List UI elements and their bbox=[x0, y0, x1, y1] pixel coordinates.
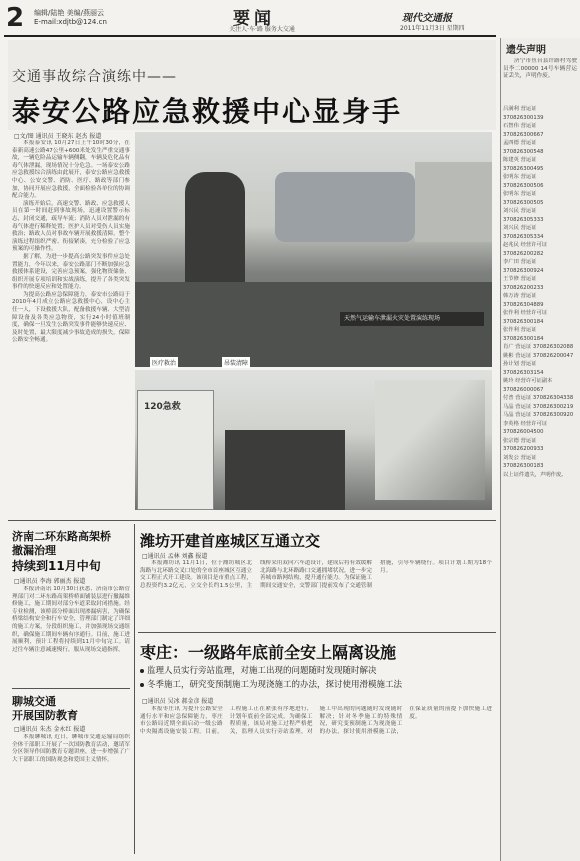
notice-item: 马晶 营运证 370826300920 bbox=[503, 412, 574, 418]
notice-item: 刘发公 营运证 370826300183 bbox=[503, 454, 544, 469]
ambulance-shape bbox=[137, 390, 214, 510]
notice-item: 付普 营运证 370826304338 bbox=[503, 395, 574, 401]
notice-item: 姚玲 经营许可证副本 370826000067 bbox=[503, 378, 553, 393]
lead-paragraph: 演练开始后，高速交警、路政、应急救援人员在第一时间赶到事故现场，迅速设置警示标志，封闭交通，疏导车流；消防人员对泄漏的有毒气体进行稀释处置；医护人员对受伤人员实施救治；路政人员对事故车辆开展救援清障。整个演练过程组织严密、衔接紧凑，充分检验了应急预案的可操作性。 bbox=[12, 200, 130, 253]
zaozhuang-byline: □通讯员 吴冰 郝金彦 报道 bbox=[142, 698, 214, 705]
rescuers-shape bbox=[225, 430, 345, 510]
weifang-headline: 潍坊开建首座城区互通立交 bbox=[140, 532, 321, 550]
lead-byline: □文/图 通讯员 王晓东 赵杰 报道 bbox=[14, 133, 102, 140]
notice-item: 王节修 营运证 370826200233 bbox=[503, 276, 544, 291]
notice-item: 姚彬 营运证 370826200047 bbox=[503, 352, 574, 359]
notice-item: 张宗德 营运证 370826200933 bbox=[503, 437, 544, 452]
notice-intro-text: 济宁市鱼台县许路村驾驶员李二00000 14号车辆营运证丢失，声明作废。 bbox=[503, 58, 577, 80]
crane-shape bbox=[375, 380, 485, 500]
notice-item: 赵兆民 经营许可证 370826200282 bbox=[503, 242, 548, 257]
liaocheng-divider bbox=[12, 688, 130, 689]
photo2-label-medical-text: 医疗救治 bbox=[150, 357, 178, 368]
editor-info bbox=[34, 9, 107, 27]
notice-item: 孙计划 营运证 370826303154 bbox=[503, 361, 544, 376]
weifang-paragraph: 本报潍坊讯 11月1日，位于潍坊城区北海路与北环路交叉口处的全市首座城区互通立交工程正式开工建设。该项目是市重点工程，总投资约3.2亿元，立交全长约1.5公里，主线桥采用双向六车道设计，建成后将有效缓解北海路与北环路路口交通拥堵状况，进一步完善城市路网结构，提升通行能力。为保证施工期间交通安全，交警部门提前发布了交通管制措施，引导车辆绕行。项目计划工期为18个月。 bbox=[140, 560, 492, 589]
notice-item: 张明东 营运证 370826300506 bbox=[503, 174, 544, 189]
notice-item: 李英格 经营许可证 370826004500 bbox=[503, 420, 548, 435]
liaocheng-body bbox=[12, 734, 130, 854]
liaocheng-headline-1: 聊城交通 bbox=[12, 695, 56, 708]
lead-paragraph: 据了解，为进一步提高公路突发事件应急处置能力，今年以来，泰安公路部门不断加强应急救援体系建设，完善应急预案，强化物资储备，组织开展专项培训和实战演练，提升了各类突发事件的快速反应和处置能力。 bbox=[12, 253, 130, 291]
weifang-body bbox=[140, 560, 492, 628]
photo1-caption: 天然气运输车泄漏火灾处置演练现场 bbox=[340, 312, 484, 326]
lead-photo-rescue bbox=[135, 370, 492, 510]
notice-title: 遗失声明 bbox=[506, 45, 546, 56]
zaozhuang-subhead-1 bbox=[140, 664, 377, 676]
tanker-truck-shape bbox=[275, 172, 415, 242]
notice-list bbox=[503, 105, 577, 479]
notice-item: 以上证件遗失，声明作废。 bbox=[503, 471, 567, 478]
notice-item: 陈建英 营运证 370826300495 bbox=[503, 157, 544, 172]
jinan-headline-1: 济南二环东路高架桥 bbox=[12, 530, 111, 543]
liaocheng-headline-2: 开展国防教育 bbox=[12, 709, 78, 722]
photo2-label-crane-text: 吊装清障 bbox=[222, 357, 250, 368]
lead-kicker: 交通事故综合演练中—— bbox=[12, 69, 177, 85]
liaocheng-byline: □通讯员 朱杰 金永红 报道 bbox=[14, 726, 86, 733]
notice-item: 张作利 营运证 370826300184 bbox=[503, 327, 544, 342]
notice-item: 肖广 营运证 370826302088 bbox=[503, 344, 574, 350]
zaozhuang-paragraph: 本报枣庄讯 为提升公路安全通行水平和应急保障能力，枣庄市公路局近期全面启动一级公路中央隔离设施安装工程。目前，工程施工正在紧张有序地进行，计划年底前全部完成。为确保工程质量，该局对施工过程严格把关，监理人员实行旁站监理，对施工中出现的问题随时发现随时解决；针对冬季施工的特殊情况，研究变预制施工为现浇施工的办法，探讨使用滑模施工法，在保证质量的前提下加快施工进度。 bbox=[140, 706, 492, 735]
jinan-body bbox=[12, 586, 130, 686]
bullet-icon bbox=[140, 669, 144, 673]
dateline: 2011年11月3日 星期四 bbox=[400, 25, 465, 32]
weifang-byline: □通讯员 孟林 刘鑫 报道 bbox=[142, 553, 208, 560]
masthead: 现代交通报 bbox=[402, 13, 452, 24]
section-slogan: 关注人·车·路 服务大交通 bbox=[229, 26, 295, 33]
zaozhuang-divider bbox=[138, 632, 496, 633]
notice-item: 吕满利 营运证 370826300139 bbox=[503, 106, 544, 121]
section-title: 要闻 bbox=[233, 9, 275, 29]
trees-shape bbox=[415, 162, 492, 242]
jinan-byline: □通讯员 李海 郭丽杰 报道 bbox=[14, 578, 86, 585]
zaozhuang-subhead-1-text: 监理人员实行旁站监理，对施工出现的问题随时发现随时解决 bbox=[147, 666, 377, 676]
zaozhuang-subhead-2-text: 冬季施工，研究变预制施工为现浇施工的办法，探讨使用滑模施工法 bbox=[147, 680, 403, 690]
jinan-headline-2: 撤漏治理 bbox=[12, 544, 56, 557]
notice-item: 韩万涛 营运证 370826304889 bbox=[503, 293, 544, 308]
jinan-paragraph: 本报济南讯 10月30日获悉，济南市公路管理部门对二环东路高架桥桥面铺装层进行撤漏维修施工，施工期间对部分车道采取封闭措施。经专业检测，该桥部分桥面出现渗漏病害，为确保桥梁结构安全和行车安全，管理部门制定了详细的施工方案，分段组织施工，并加强现场交通组织，确保施工期间车辆有序通行。目前，施工进展顺利，预计工程将持续到11月中旬完工。请过往车辆注意减速慢行，服从现场交通指挥。 bbox=[12, 586, 130, 653]
zaozhuang-headline: 枣庄：一级路年底前全安上隔离设施 bbox=[140, 643, 397, 662]
notice-item: 张明东 营运证 370826300505 bbox=[503, 191, 544, 206]
zaozhuang-subhead-2 bbox=[140, 678, 402, 690]
section-divider bbox=[8, 520, 496, 521]
notice-item: 孟四德 营运证 370826300548 bbox=[503, 140, 544, 155]
notice-intro bbox=[503, 58, 577, 102]
notice-item: 刘兴民 营运证 370826305334 bbox=[503, 225, 544, 240]
lead-photo-fire-drill bbox=[135, 132, 492, 367]
notice-item: 张作利 经营许可证 370826300184 bbox=[503, 310, 548, 325]
jinan-headline-3: 持续到11月中旬 bbox=[12, 559, 101, 573]
liaocheng-paragraph: 本报聊城讯 近日，聊城市交通运输局组织全体干部职工开展了一次国防教育活动，邀请军分区领导作国防教育专题讲座，进一步增强了广大干部职工的国防观念和爱国主义情怀。 bbox=[12, 734, 130, 763]
lead-paragraph: 为提高公路应急保障能力，泰安市公路局于2010年4月成立公路应急救援中心，设中心主任一人，下设救援大队，配备救援车辆、大型清障设备及各类应急物资，实行24小时值班制度，确保一旦发生公路突发事件能够快速反应、及时处置，最大限度减少事故造成的损失，保障公路安全畅通。 bbox=[12, 291, 130, 344]
bullet-icon bbox=[140, 683, 144, 687]
notice-item: 石智伟 营运证 370826300667 bbox=[503, 123, 544, 138]
notice-item: 李广田 营运证 370826300924 bbox=[503, 259, 544, 274]
zaozhuang-body bbox=[140, 706, 492, 854]
lead-body bbox=[12, 140, 130, 520]
lead-headline: 泰安公路应急救援中心显身手 bbox=[12, 95, 403, 128]
header-rule bbox=[4, 35, 496, 37]
notice-item: 刘兴民 营运证 370826305333 bbox=[503, 208, 544, 223]
notice-item: 马晶 营运证 370826300219 bbox=[503, 403, 574, 410]
page-number: 2 bbox=[6, 3, 25, 33]
lead-paragraph: 本报泰安讯 10月27日上午10时30分，在泰新高速公路47公里+600米处发生严重交通事故，一辆危险品运输车辆侧翻，车辆及危化品有毒气体泄漏，现场情况十分危急。一场泰安公路应急救援综合演练由此展开，泰安公路应急救援中心、公安交警、消防、医疗、路政等部门参加，协同开展应急救援，全面检验各单位的协调配合能力。 bbox=[12, 140, 130, 200]
editor-line: 编辑/陆艳 美编/燕丽云 bbox=[34, 9, 104, 17]
column-divider bbox=[134, 524, 135, 854]
ambulance-label: 120急救 bbox=[144, 402, 181, 412]
editor-email: E-mail:xdjtb@124.cn bbox=[34, 18, 107, 26]
